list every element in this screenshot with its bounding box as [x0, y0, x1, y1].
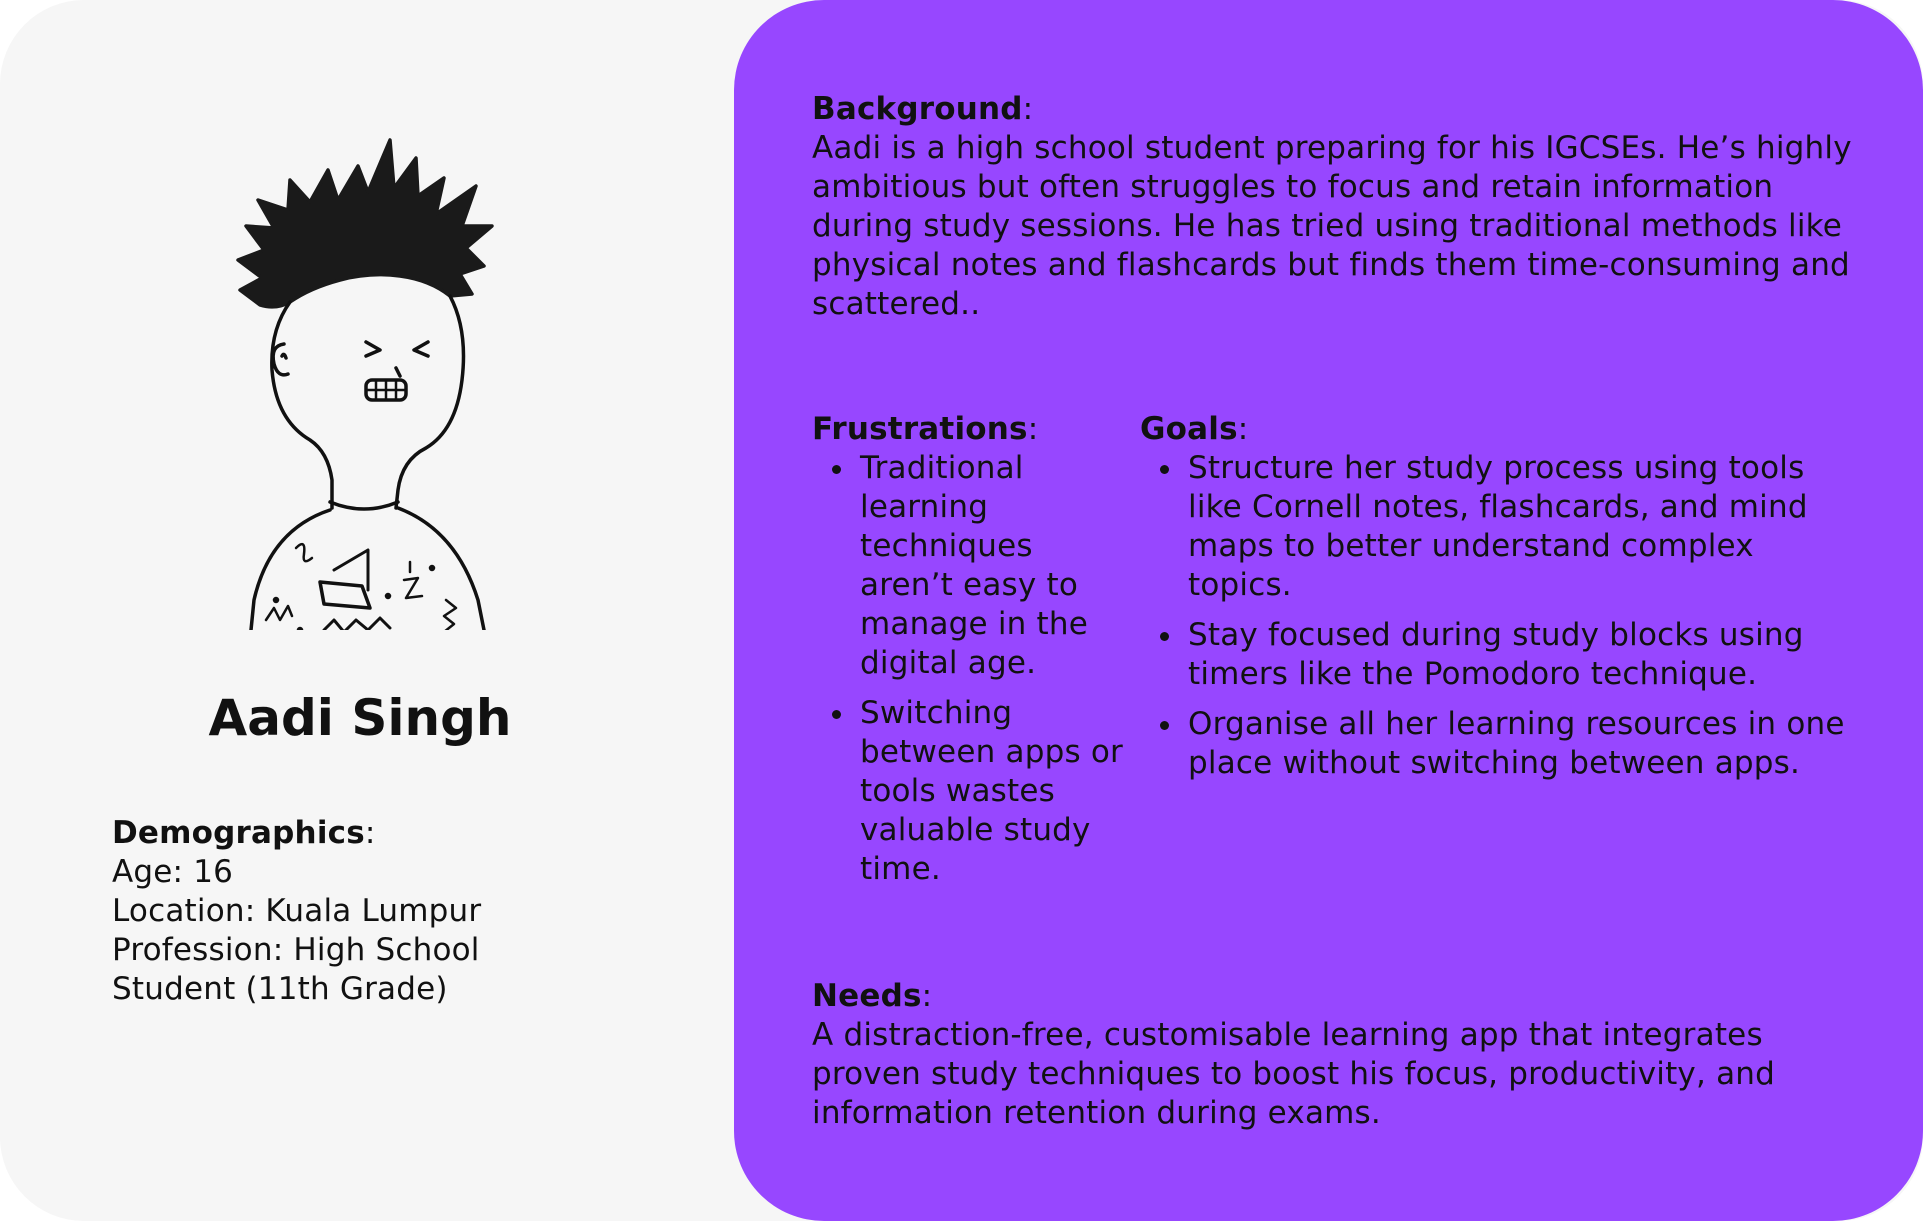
demographics-location: Location: Kuala Lumpur — [112, 893, 482, 929]
bullet-icon — [1160, 465, 1169, 474]
collar-shape — [330, 502, 398, 509]
hair-shape — [238, 140, 492, 307]
background-text: Aadi is a high school student preparing for his IGCSEs. He’s highly ambitious but often struggles to focus and retain information during study sessions. He has tried using traditional methods like physical notes and flashcards but finds them time-consuming and scattered.. — [812, 130, 1852, 322]
demographics-profession: Profession: High School Student (11th Grade) — [112, 932, 480, 1007]
demographics-section: Demographics: Age: 16 Location: Kuala Lumpur Profession: High School Student (11th Grade) — [112, 814, 532, 1009]
list-item-text: Stay focused during study blocks using timers like the Pomodoro technique. — [1188, 617, 1804, 692]
bullet-icon — [1160, 632, 1169, 641]
list-item-text: Traditional learning techniques aren’t easy to manage in the digital age. — [860, 450, 1089, 681]
background-heading: Background — [812, 91, 1023, 127]
bullet-icon — [1160, 721, 1169, 730]
frustrations-section: Frustrations: Traditional learning techniques aren’t easy to manage in the digital age. Switching between apps or tools wastes valuable study time. — [812, 410, 1132, 900]
avatar — [230, 130, 530, 630]
list-item — [812, 449, 1132, 683]
goals-section: Goals: Structure her study process using tools like Cornell notes, flashcards, and mind maps to better understand complex topics. Stay focused during study blocks using timers like the Pomodoro technique. Organise all her learning resources in one place without switching between apps. — [1140, 410, 1860, 794]
goals-heading: Goals — [1140, 411, 1238, 447]
list-item — [1140, 449, 1860, 605]
list-item-text: Organise all her learning resources in one place without switching between apps. — [1188, 706, 1845, 781]
frustrations-heading: Frustrations — [812, 411, 1028, 447]
demographics-heading: Demographics — [112, 815, 365, 851]
eye-right — [414, 342, 428, 356]
demographics-age: Age: 16 — [112, 854, 234, 890]
goals-list — [1140, 449, 1860, 783]
needs-heading: Needs — [812, 978, 922, 1014]
needs-text: A distraction-free, customisable learning app that integrates proven study techniques to boost his focus, productivity, and information retention during exams. — [812, 1017, 1776, 1131]
head-outline — [272, 302, 332, 508]
eye-left — [366, 342, 380, 356]
list-item-text: Structure her study process using tools like Cornell notes, flashcards, and mind maps to better understand complex topics. — [1188, 450, 1808, 603]
bullet-icon — [832, 710, 841, 719]
list-item — [1140, 705, 1860, 783]
list-item — [812, 694, 1132, 889]
list-item — [1140, 616, 1860, 694]
needs-section: Needs: A distraction-free, customisable learning app that integrates proven study techniques to boost his focus, productivity, and information retention during exams. — [812, 977, 1862, 1133]
bullet-icon — [832, 465, 841, 474]
list-item-text: Switching between apps or tools wastes valuable study time. — [860, 695, 1123, 887]
frustrations-list — [812, 449, 1132, 889]
persona-name: Aadi Singh — [208, 689, 512, 747]
background-section: Background: Aadi is a high school student preparing for his IGCSEs. He’s highly ambitious but often struggles to focus and retain information during study sessions. He has tried using traditional methods like physical notes and flashcards but finds them time-consuming and scattered.. — [812, 90, 1862, 324]
